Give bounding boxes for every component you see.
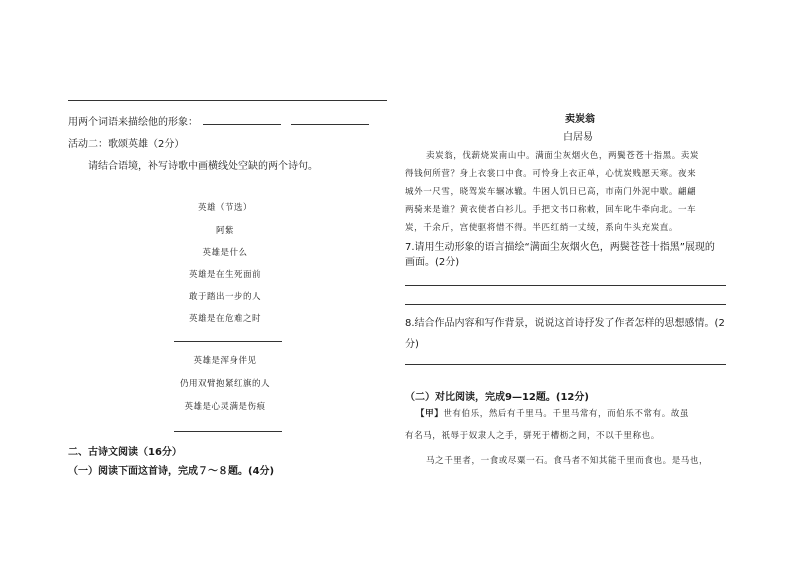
poem-title-right: 卖炭翁 (565, 114, 595, 125)
poem-text-line: 得钱何所营？身上衣裳口中食。可怜身上衣正单，心忧炭贱愿天寒。夜来 (405, 169, 697, 179)
answer-line-7a[interactable] (405, 285, 726, 286)
poem-line: 仍用双臂抱紧红旗的人 (179, 379, 270, 389)
activity-heading: 活动二：歌颂英雄（2分） (68, 139, 185, 150)
question-describe: 用两个词语来描绘他的形象： (68, 117, 198, 128)
question-7: 7.请用生动形象的语言描绘“满面尘灰烟火色，两鬓苍苍十指黑”展现的 (405, 242, 715, 253)
passage-label: 【甲】 (416, 409, 444, 419)
poem-blank-1[interactable] (174, 341, 282, 342)
poet-name: 白居易 (563, 132, 593, 143)
passage-jia-line (416, 407, 689, 419)
top-rule (68, 100, 387, 101)
poem-text-line: 炭，千余斤，宫使驱将惜不得。半匹红绡一丈绫，系向牛头充炭直。 (405, 223, 679, 233)
question-8: 8.结合作品内容和写作背景，说说这首诗抒发了作者怎样的思想感情。(2 (405, 318, 725, 329)
poem-line: 英雄是心灵满是伤痕 (184, 402, 266, 412)
poem-author: 阿紫 (215, 226, 234, 236)
poem-text-line: 卖炭翁，伐薪烧炭南山中。满面尘灰烟火色，两鬓苍苍十指黑。卖炭 (426, 151, 700, 161)
poem-line: 英雄是在危难之时 (188, 314, 261, 324)
passage-jia-line: 马之千里者，一食或尽粟一石。食马者不知其能千里而食也。是马也， (426, 456, 709, 466)
question-7-cont: 画面。(2分) (405, 257, 460, 268)
poem-blank-2[interactable] (174, 431, 282, 432)
answer-line-8[interactable] (405, 364, 726, 365)
subsection-heading: （一）阅读下面这首诗，完成７～８题。(4分) (68, 466, 275, 477)
poem-line: 英雄是浑身伴见 (193, 356, 257, 366)
poem-line: 英雄是在生死面前 (188, 270, 261, 280)
poem-title: 英雄（节选） (197, 203, 252, 213)
instruction-text: 请结合语境，补写诗歌中画横线处空缺的两个诗句。 (88, 161, 318, 172)
passage-text: 世有伯乐，然后有千里马。千里马常有，而伯乐不常有。故虽 (443, 409, 690, 419)
poem-text-line: 城外一尺雪，晓驾炭车辗冰辙。牛困人饥日已高，市南门外泥中歇。翩翩 (405, 187, 697, 197)
subsection-heading-2: （二）对比阅读，完成9—12题。(12分) (405, 392, 589, 403)
passage-jia-line: 有名马，祇辱于奴隶人之手，骈死于槽枥之间，不以千里称也。 (405, 431, 660, 441)
section-heading: 二、古诗文阅读（16分） (68, 447, 182, 458)
poem-line: 英雄是什么 (202, 248, 248, 258)
question-8-cont: 分) (405, 339, 419, 350)
poem-text-line: 两骑来是谁？黄衣使者白衫儿。手把文书口称敕，回车叱牛牵向北。一车 (405, 205, 697, 215)
answer-blank-2[interactable] (291, 124, 369, 125)
answer-line-7b[interactable] (405, 304, 726, 305)
answer-blank-1[interactable] (203, 124, 281, 125)
poem-line: 敢于踏出一步的人 (188, 292, 261, 302)
